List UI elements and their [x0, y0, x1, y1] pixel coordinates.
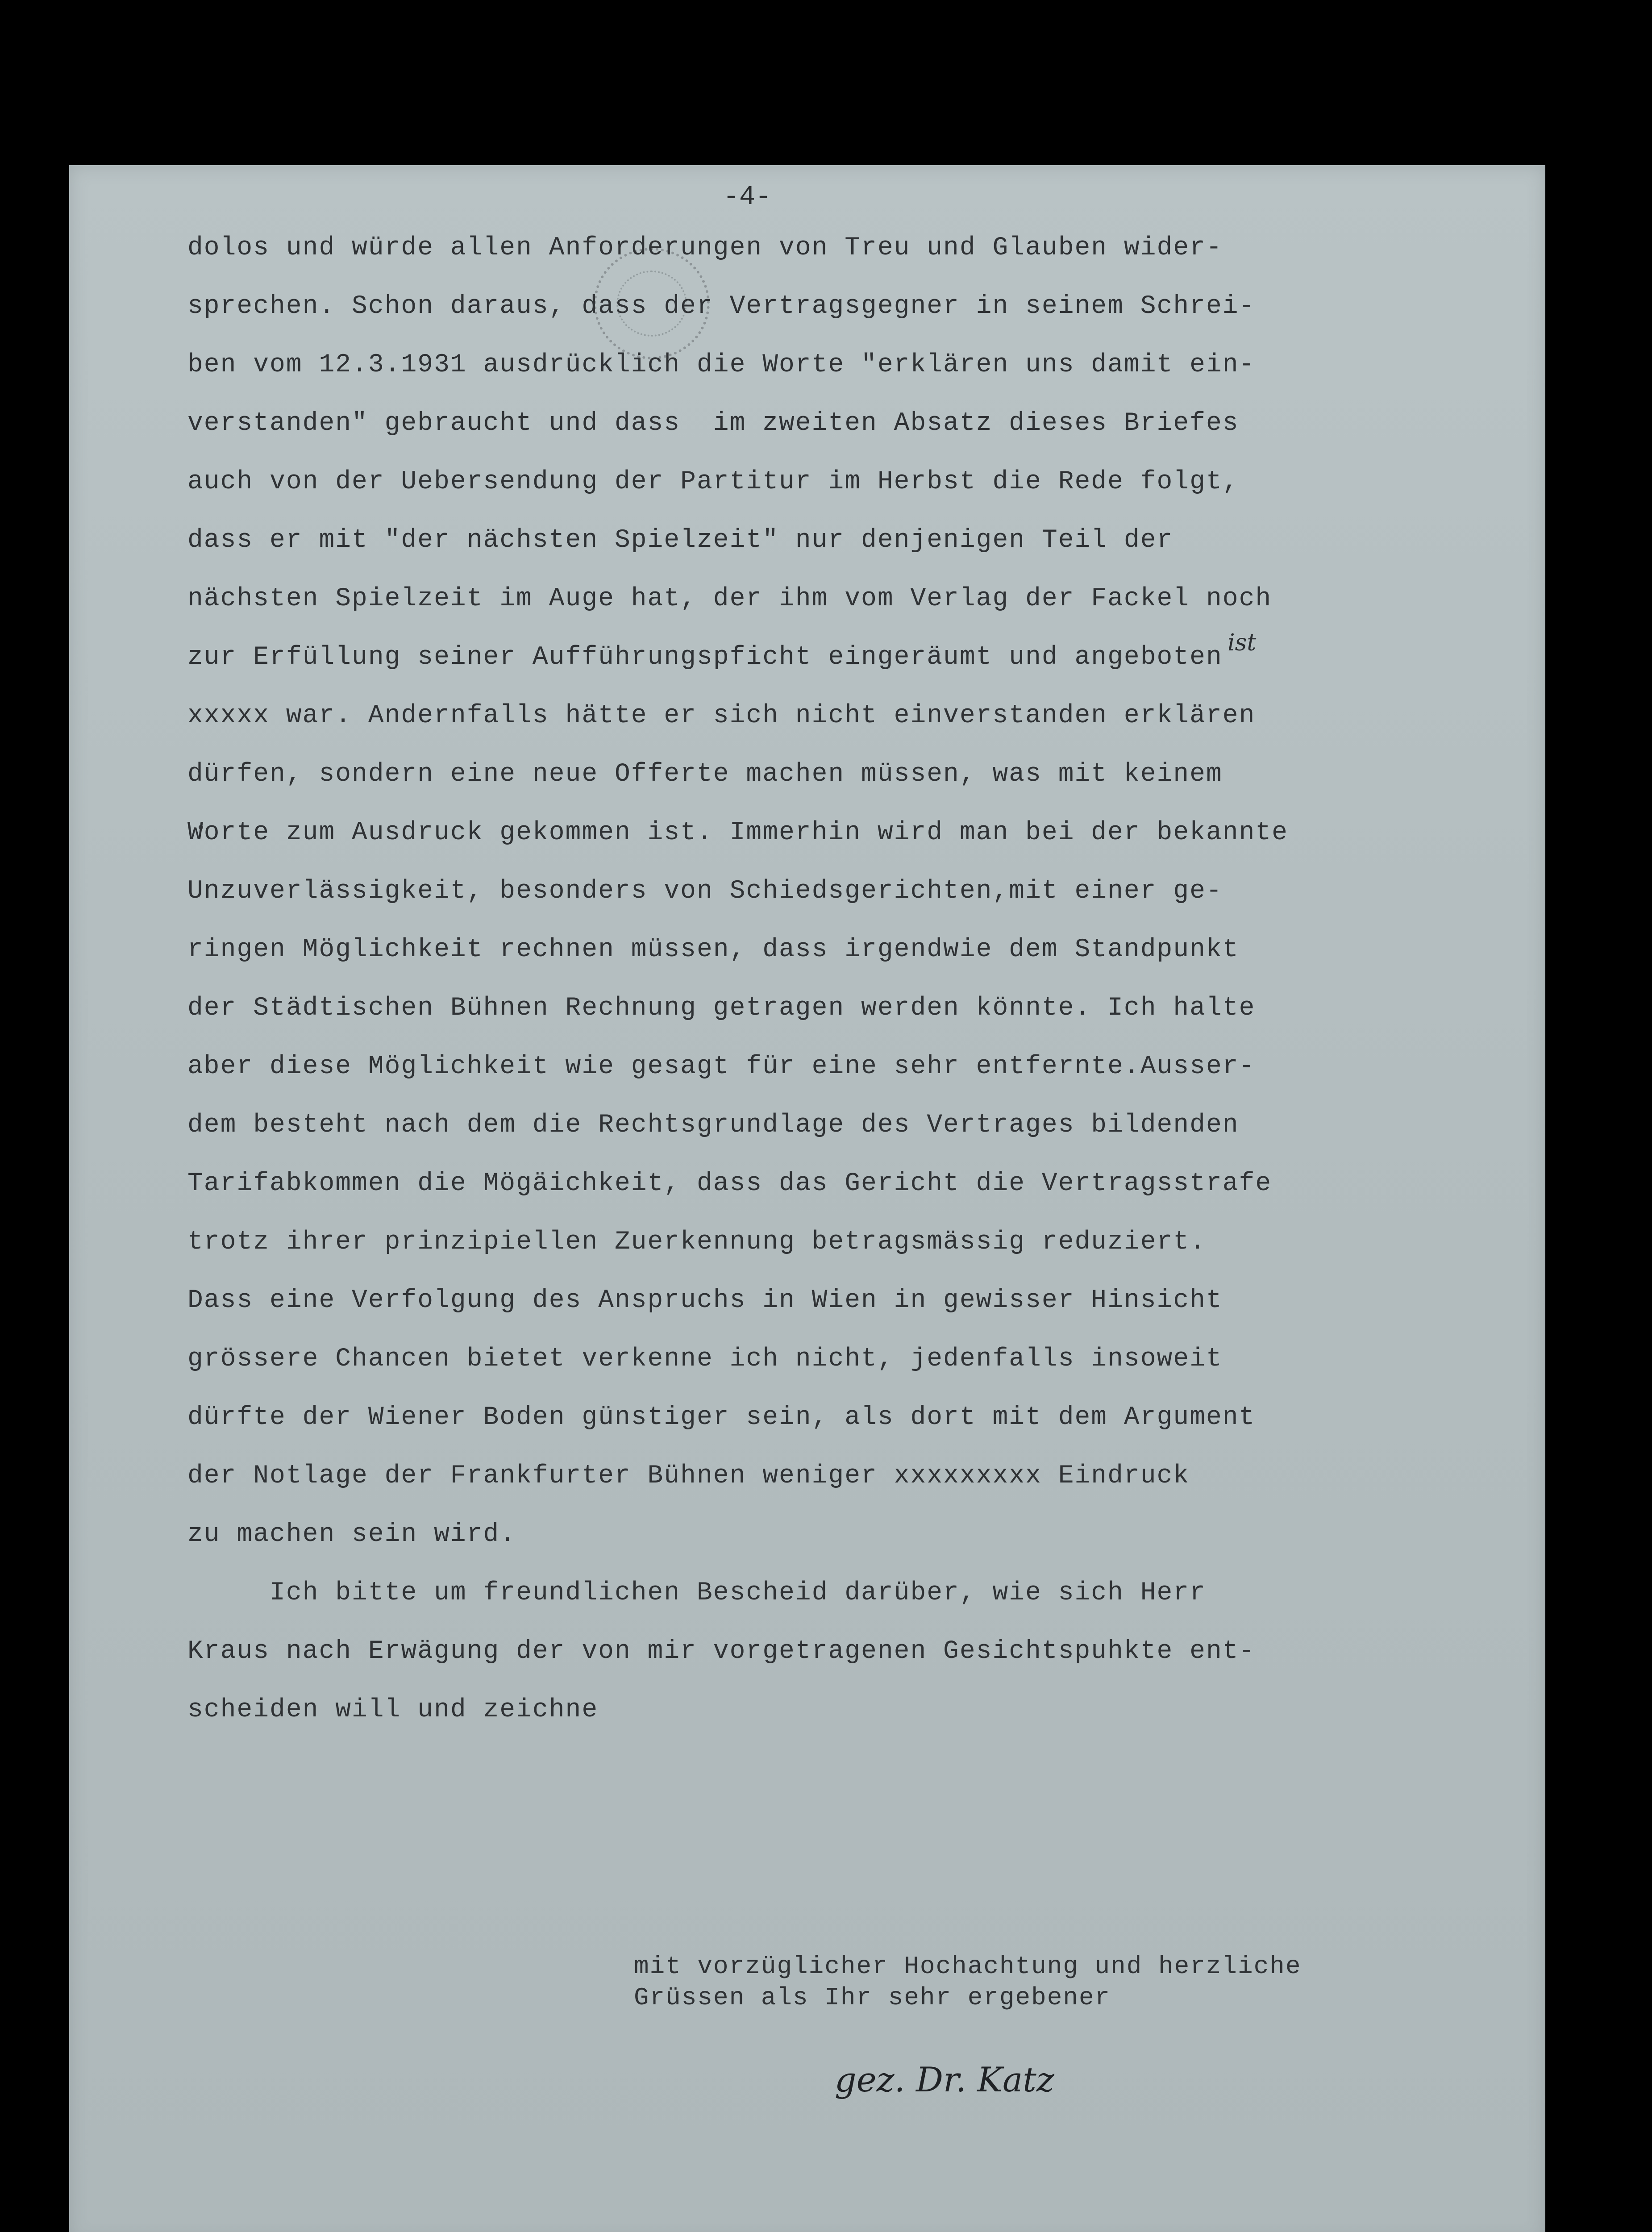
- letter-body: [187, 219, 1473, 1739]
- text-line: Unzuverlässigkeit, besonders von Schiedsgerichten,mit einer ge-: [187, 877, 1223, 906]
- text-line: trotz ihrer prinzipiellen Zuerkennung betragsmässig reduziert.: [187, 1228, 1206, 1257]
- text-line: zu machen sein wird.: [187, 1520, 516, 1549]
- text-line: zur Erfüllung seiner Aufführungspficht eingeräumt und angeboten: [187, 643, 1223, 672]
- closing-line: mit vorzüglicher Hochachtung und herzliche: [634, 1952, 1302, 1981]
- text-line: scheiden will und zeichne: [187, 1695, 599, 1724]
- text-line: ben vom 12.3.1931 ausdrücklich die Worte "erklären uns damit ein-: [187, 350, 1256, 379]
- handwritten-margin-note: ist: [1228, 629, 1257, 656]
- text-line: der Städtischen Bühnen Rechnung getragen werden könnte. Ich halte: [187, 994, 1256, 1023]
- text-line: grössere Chancen bietet verkenne ich nicht, jedenfalls insoweit: [187, 1345, 1223, 1374]
- text-line: verstanden" gebraucht und dass im zweiten Absatz dieses Briefes: [187, 409, 1239, 438]
- text-line: sprechen. Schon daraus, dass der Vertragsgegner in seinem Schrei-: [187, 292, 1256, 321]
- text-line: Kraus nach Erwägung der von mir vorgetragenen Gesichtspuhkte ent-: [187, 1637, 1256, 1666]
- text-line: dürfte der Wiener Boden günstiger sein, als dort mit dem Argument: [187, 1403, 1256, 1432]
- text-line: dolos und würde allen Anforderungen von Treu und Glauben wider-: [187, 233, 1223, 262]
- text-line: Worte zum Ausdruck gekommen ist. Immerhin wird man bei der bekannte: [187, 818, 1288, 847]
- text-line: ringen Möglichkeit rechnen müssen, dass irgendwie dem Standpunkt: [187, 935, 1239, 964]
- text-line: Dass eine Verfolgung des Anspruchs in Wien in gewisser Hinsicht: [187, 1286, 1223, 1315]
- text-line: nächsten Spielzeit im Auge hat, der ihm vom Verlag der Fackel noch: [187, 584, 1272, 613]
- svg-text:gez. Dr. Katz: gez. Dr. Katz: [835, 2060, 1054, 2099]
- text-line: dürfen, sondern eine neue Offerte machen müssen, was mit keinem: [187, 760, 1223, 789]
- text-line: dem besteht nach dem die Rechtsgrundlage des Vertrages bildenden: [187, 1111, 1239, 1140]
- text-line: der Notlage der Frankfurter Bühnen weniger xxxxxxxxx Eindruck: [187, 1462, 1190, 1491]
- text-line: auch von der Uebersendung der Partitur im Herbst die Rede folgt,: [187, 467, 1239, 496]
- text-line: Ich bitte um freundlichen Bescheid darüber, wie sich Herr: [187, 1578, 1206, 1607]
- page-number: -4-: [723, 182, 772, 212]
- closing-line: Grüssen als Ihr sehr ergebener: [634, 1983, 1111, 2012]
- text-line: Tarifabkommen die Mögäichkeit, dass das Gericht die Vertragsstrafe: [187, 1169, 1272, 1198]
- closing-salutation: [634, 1951, 1301, 2013]
- text-line: aber diese Möglichkeit wie gesagt für eine sehr entfernte.Ausser-: [187, 1052, 1256, 1081]
- handwritten-signature: [826, 2049, 1076, 2116]
- text-line: xxxxx war. Andernfalls hätte er sich nicht einverstanden erklären: [187, 701, 1256, 730]
- text-line: dass er mit "der nächsten Spielzeit" nur denjenigen Teil der: [187, 526, 1173, 555]
